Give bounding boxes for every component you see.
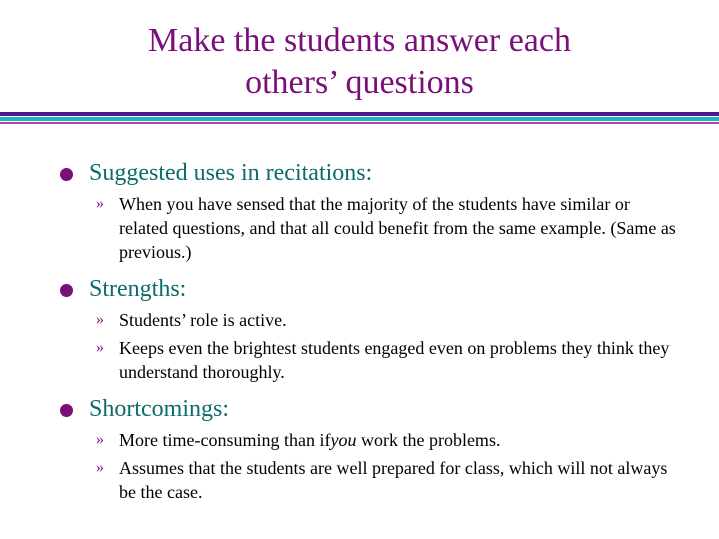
list-item-text: Keeps even the brightest students engaged even on problems they think they understand thoroughly. [119,338,670,382]
sub-bullet-marker: » [96,195,104,212]
slide-body [0,158,719,514]
slide-title-line-1: Make the students answer each [148,22,571,59]
list-item [0,428,719,452]
list-item [0,192,719,264]
list-item-text: Assumes that the students are well prepared for class, which will not always be the case. [119,458,668,502]
title-divider-dark [0,112,719,116]
title-divider-magenta [0,122,719,124]
list-item-text-after: work the problems. [356,430,501,450]
list-item-emphasis: you [330,430,357,450]
title-divider-teal [0,117,719,121]
list-item-text: When you have sensed that the majority of the students have similar or related questions, and that all could benefit from the same example. (Same as previous.) [119,194,676,262]
list-item-text [119,428,679,452]
section-heading: Shortcomings: [89,396,230,422]
bullet-dot-icon [60,404,73,417]
sub-bullet-marker: » [96,311,104,328]
list-item [0,308,719,332]
list-item-text: Students’ role is active. [119,310,287,330]
list-item [0,456,719,504]
section-heading: Suggested uses in recitations: [89,160,373,186]
bullet-dot-icon [60,168,73,181]
slide-title [0,20,719,104]
bullet-dot-icon [60,284,73,297]
sub-bullet-marker: » [96,431,104,448]
sub-bullet-marker: » [96,459,104,476]
slide-title-line-2: others’ questions [245,64,474,101]
section-suggested-uses [0,158,719,264]
section-shortcomings [0,394,719,504]
section-strengths [0,274,719,384]
list-item [0,336,719,384]
section-heading: Strengths: [89,276,187,302]
sub-bullet-marker: » [96,339,104,356]
list-item-text-before: More time-consuming than if [119,430,331,450]
